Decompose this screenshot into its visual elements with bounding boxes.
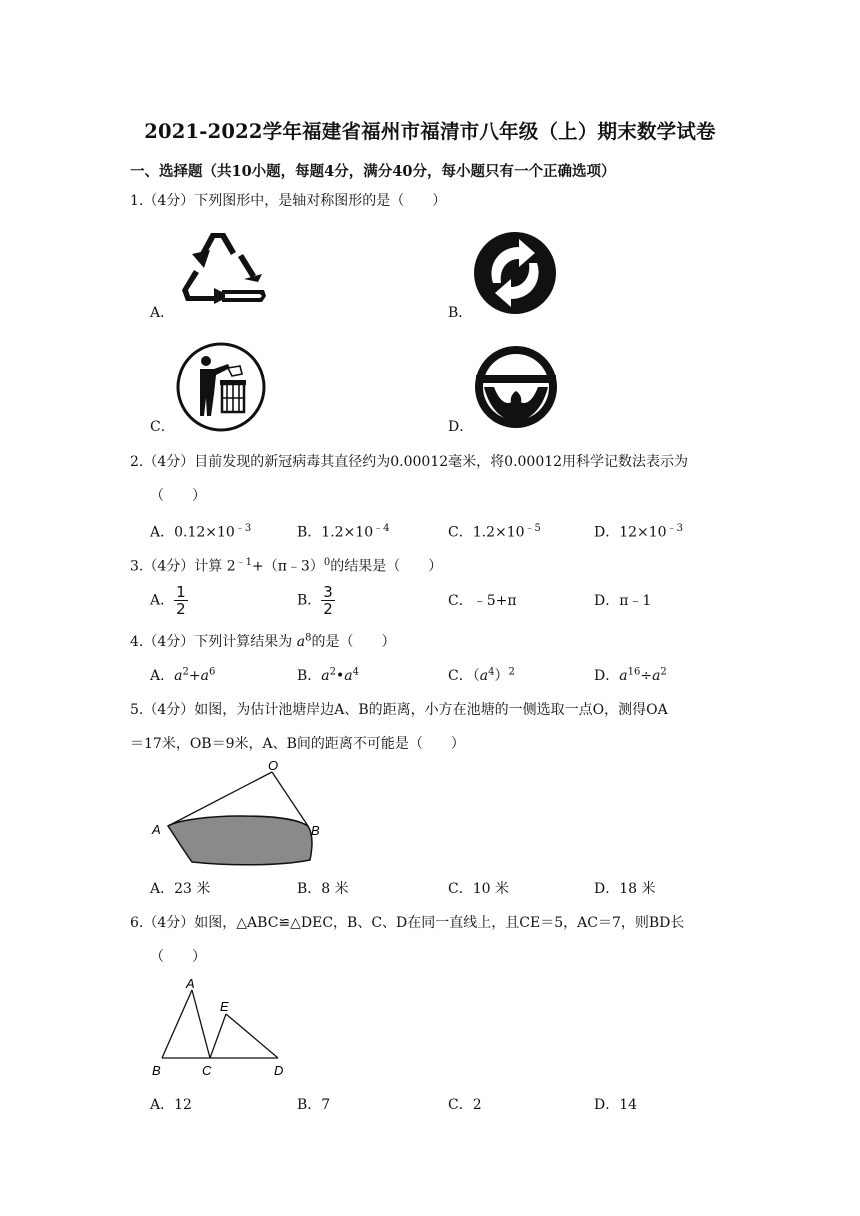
fraction-three-halves: $\frac{3}{2}$ (323, 583, 333, 618)
q6-option-a[interactable]: A．12 (150, 1097, 192, 1113)
recycle-arrows-icon (178, 230, 270, 308)
q1-option-d[interactable]: D． (448, 419, 474, 435)
q4-option-a[interactable]: A．$a^2+a^6$ (150, 666, 216, 684)
fraction-one-half: $\frac{1}{2}$ (176, 583, 186, 618)
question-4-stem: 4.（4分）下列计算结果为 $a^8$的是（ ） (130, 632, 396, 650)
figure-label-a: A (186, 976, 195, 991)
q4-option-d[interactable]: D．$a^{16}\div a^2$ (594, 666, 667, 684)
q1-option-c[interactable]: C． (150, 419, 175, 435)
question-5-stem-cont: ＝17米，OB＝9米，A、B间的距离不可能是（ ） (130, 736, 465, 752)
q5-option-a[interactable]: A．23 米 (150, 881, 211, 897)
question-5-stem: 5.（4分）如图，为估计池塘岸边A、B的距离，小方在池塘的一侧选取一点O，测得OA (130, 702, 668, 718)
figure-label-b: B (152, 1063, 161, 1078)
q4-option-b[interactable]: B．$a^2•a^4$ (297, 666, 360, 684)
question-2-stem: 2.（4分）目前发现的新冠病毒其直径约为0.00012毫米，将0.00012用科学记数法表示为 (130, 454, 689, 470)
q3-option-d[interactable]: D．π﹣1 (594, 593, 652, 609)
question-6-stem-cont: （ ） (150, 949, 206, 965)
q4-option-c[interactable]: C．$(a^4)^2$ (448, 666, 515, 684)
section-heading: 一、选择题（共10小题，每题4分，满分40分，每小题只有一个正确选项） (130, 163, 616, 180)
figure-label-b: B (311, 823, 320, 838)
q5-option-b[interactable]: B．8 米 (297, 881, 349, 897)
question-2-stem-cont: （ ） (150, 488, 206, 504)
q6-option-d[interactable]: D．14 (594, 1097, 638, 1113)
triangle-figure (148, 974, 296, 1080)
q2-option-c[interactable]: C．$1.2\times 10^{﹣5}$ (448, 523, 541, 541)
page-title: 2021-2022学年福建省福州市福清市八年级（上）期末数学试卷 (144, 120, 716, 143)
pond-figure (150, 758, 330, 868)
question-1-stem: 1.（4分）下列图形中，是轴对称图形的是（ ） (130, 193, 447, 209)
figure-label-o: O (268, 758, 279, 773)
q2-option-a[interactable]: A．$0.12\times 10^{﹣3}$ (150, 523, 252, 541)
q3-option-c[interactable]: C．﹣5+π (448, 593, 517, 609)
figure-label-c: C (202, 1063, 212, 1078)
figure-label-d: D (274, 1063, 284, 1078)
quality-mark-icon (474, 345, 558, 429)
q2-option-d[interactable]: D．$12\times 10^{﹣3}$ (594, 523, 683, 541)
q6-option-c[interactable]: C．2 (448, 1097, 482, 1113)
question-6-stem: 6.（4分）如图，△ABC≌△DEC，B、C、D在同一直线上，且CE＝5，AC＝7，则BD长 (130, 915, 685, 931)
q2-option-b[interactable]: B．$1.2\times 10^{﹣4}$ (297, 523, 390, 541)
q1-option-a[interactable]: A． (150, 305, 175, 321)
green-dot-icon (473, 231, 557, 315)
q3-option-b[interactable]: B． $\frac{3}{2}$ (297, 583, 333, 618)
figure-label-a: A (152, 822, 161, 837)
q5-option-c[interactable]: C．10 米 (448, 881, 509, 897)
q5-option-d[interactable]: D．18 米 (594, 881, 656, 897)
litter-bin-icon (176, 342, 266, 432)
question-3-stem: 3.（4分）计算 $2^{﹣1}+(\pi﹣3)^0$的结果是（ ） (130, 557, 443, 575)
q1-option-b[interactable]: B． (448, 305, 473, 321)
figure-label-e: E (220, 999, 229, 1014)
q6-option-b[interactable]: B．7 (297, 1097, 331, 1113)
q3-option-a[interactable]: A． $\frac{1}{2}$ (150, 583, 186, 618)
